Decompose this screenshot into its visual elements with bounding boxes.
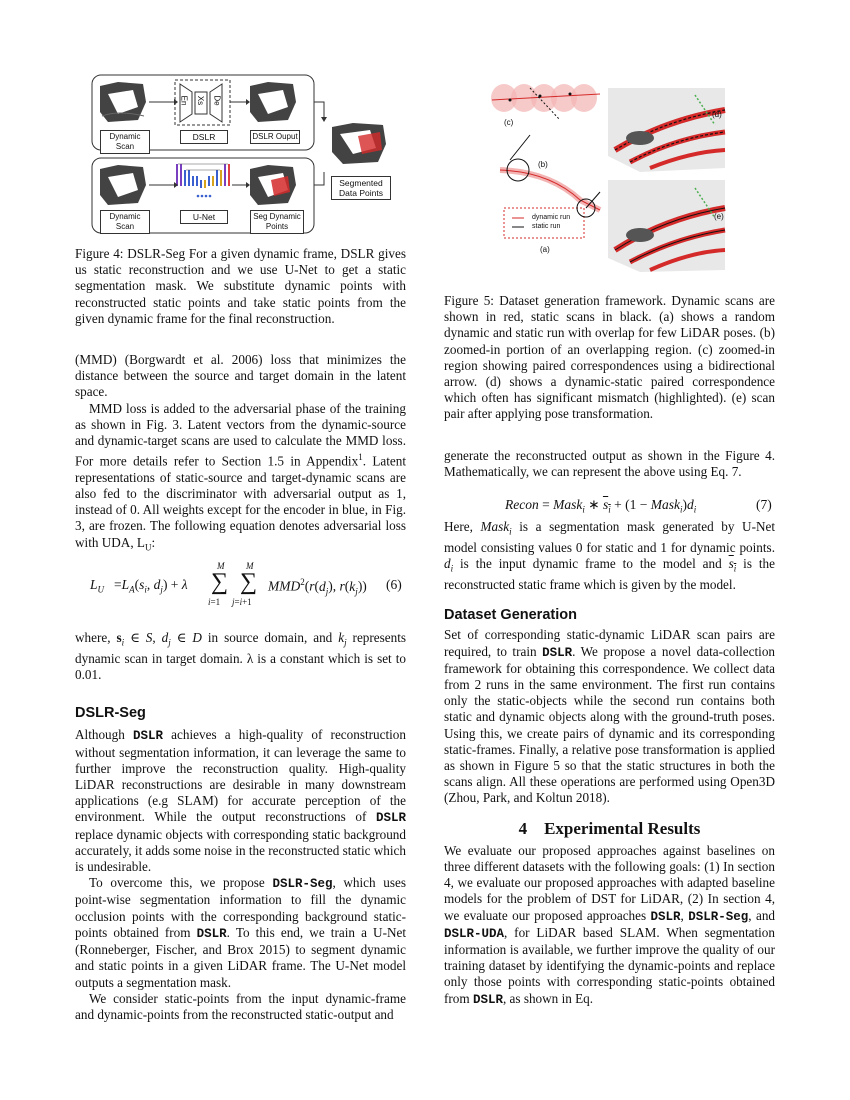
- p2-text-b: . Latent representations of static-source and target-dynamic scans are also fed to the discriminator with adversarial output as 1, instead of 0. All weights except for the encoder in blue, in Fig. 3, are frozen. The following equation denotes adversarial loss with UDA, L: [75, 453, 406, 550]
- equation-6-number: (6): [386, 577, 402, 592]
- label-dynamic-scan-bottom: Dynamic Scan: [100, 210, 150, 234]
- p2-text-c: :: [151, 534, 156, 550]
- label-latent: Xs: [196, 95, 206, 106]
- label-static-run: static run: [532, 223, 561, 230]
- paragraph-generate: generate the reconstructed output as shown in the Figure 4. Mathematically, we can represent the above using Eq. 7.: [444, 448, 775, 480]
- label-dynamic-run: dynamic run: [532, 214, 571, 221]
- p4-keyword-2: DSLR: [375, 811, 406, 826]
- label-seg-dynamic-points: Seg Dynamic Points: [250, 210, 304, 234]
- label-b: (b): [538, 160, 548, 169]
- equation-6: $L_U$ $=L_A(s_i$, $d_j) + \lambda$ M ∑ i=1 M ∑ j=i+1 $MMD^2(r(d_j)$, $r(k_j)$): [90, 561, 367, 607]
- p5-keyword-2: DSLR: [196, 926, 227, 941]
- p3-b: . We propose a novel data-collection framework for obtaining this correspondence. We collect data from 2 runs in the same environment. The first run contains only the static-objects while the second run contains both static and dynamic objects along with the ground-truth poses. Using this, we create pairs of dynamic and its corresponding static-frames. Finally, a relative pose transformation is applied as shown in Figure 5 so that the static structures in both the scans align. All these operations are performed using Open3D (Zhou, Park, and Koltun 2018).: [444, 643, 776, 806]
- equation-7: Recon = Mask$_i$ ∗ $s_i + (1$ − $Mask_i)d_i$: [505, 497, 697, 515]
- dslr-output-image: [250, 82, 296, 122]
- p5-c: . To this end, we train a U-Net (Ronneberger, Fischer, and Brox 2015) to segment dynamic and static points in a given LiDAR frame. The U-Net model outputs a segmentation mask.: [75, 924, 406, 990]
- p5-keyword: DSLR-Seg: [272, 877, 333, 892]
- label-decoder: De: [212, 95, 222, 106]
- p5-a: To overcome this, we propose: [89, 875, 273, 891]
- seg-dynamic-image: [250, 165, 296, 205]
- p4-c: replace dynamic objects with corresponding static background accurately, it adds some noise in the reconstructed static which is undesirable.: [75, 826, 406, 875]
- scan-d-image: [608, 88, 725, 172]
- heading-experimental-results: 4 Experimental Results: [518, 818, 701, 838]
- p4-keyword-1: DSLR: [650, 909, 681, 924]
- paragraph-dataset: [444, 627, 775, 806]
- p3-keyword: DSLR: [542, 645, 573, 660]
- p5-b: , which uses point-wise segmentation information to fill the dynamic occlusion points with the corresponding background static-points obtained from: [75, 875, 406, 940]
- heading-dataset-generation: Dataset Generation: [444, 607, 577, 624]
- right-column-lower: [444, 519, 775, 1008]
- paragraph-mmd: (MMD) (Borgwardt et al. 2006) loss that minimizes the distance between the source and target domain in the latent space.: [75, 352, 406, 400]
- scan-e-image: [608, 180, 725, 272]
- label-unet: U-Net: [180, 210, 228, 224]
- p4-a: We evaluate our proposed approaches against baselines on three different datasets with the following goals: (1) In section 4, we evaluate our proposed approaches with adapted baseline models for the problem of DST for LiDAR, (2) In section 4, we evaluate our proposed approaches: [444, 842, 775, 923]
- figure-4: [88, 72, 418, 240]
- p4-keyword-4: DSLR: [472, 992, 503, 1007]
- paragraph-mmd-loss: [75, 401, 406, 556]
- label-encoder: En: [179, 95, 189, 106]
- p4-keyword-3: DSLR-UDA: [444, 926, 505, 941]
- paragraph-dslr-seg: [75, 727, 406, 875]
- p4-e: , as shown in Eq.: [502, 990, 594, 1006]
- p2-a: Here,: [444, 519, 481, 534]
- p2-text-a: MMD loss is added to the adversarial phase of the training as shown in Fig. 3. Latent vectors from the dynamic-source and dynamic-target scans are used to calculate the MMD loss. For more details refer to Section 1.5 in Appendix: [75, 400, 406, 469]
- p4-b: achieves a high-quality of reconstruction without segmentation information, it can leverage the same to further improve the reconstruction quality. High-quality LiDAR reconstructions are desirable in many downstream applications (e.g SLAM) for accurate perception of the environment. While the output reconstructions of: [75, 727, 406, 825]
- p4-keyword: DSLR: [133, 729, 164, 744]
- left-column: [75, 352, 406, 555]
- paragraph-evaluate: [444, 843, 775, 1008]
- p4-d: , for LiDAR based SLAM. When segmentation information is available, we further improve the quality of our training dataset by identifying the dynamic-points and replace only those points with corresponding static-points obtained from: [444, 924, 775, 1006]
- label-dslr: DSLR: [180, 130, 228, 144]
- label-d: (d): [712, 110, 722, 119]
- figure-5-caption: Figure 5: Dataset generation framework. Dynamic scans are shown in red, static scans in black. (a) shows a random dynamic and static run with overlap for few LiDAR poses. (b) zoomed-in portion of an overlapping region. (c) zoomed-in region showing paired correspondences using a bidirectional arrow. (d) shows a dynamic-static paired correspondence which often has significant mismatch (highlighted). (e) scan pair after applying pose transformation.: [444, 293, 775, 422]
- p2-c: is the input dynamic frame to the model and: [453, 556, 729, 572]
- heading-dslr-seg: DSLR-Seg: [75, 705, 146, 722]
- p2-b: is a segmentation mask generated by U-Net model consisting values 0 for static and 1 for dynamic points.: [444, 519, 776, 555]
- unet-diagram: [176, 164, 230, 197]
- dynamic-scan-image-bottom: [100, 165, 146, 205]
- label-dynamic-scan-top: Dynamic Scan: [100, 130, 150, 154]
- right-column: [444, 448, 775, 480]
- label-a: (a): [540, 245, 550, 254]
- p4-keyword-2: DSLR-Seg: [688, 909, 749, 924]
- p2-d: is the reconstructed static frame which is given by the model.: [444, 556, 775, 592]
- paragraph-where: where, $s_i$ ∈ S, $d_j$ ∈ D in source domain, and $k_j$ represents dynamic scan in target domain. λ is a constant which is set to 0.01.: [75, 630, 407, 683]
- p4-c: , and: [748, 907, 776, 923]
- paragraph-here: Here, Mask$_i$ is a segmentation mask generated by U-Net model consisting values 0 for static and 1 for dynamic points. $d_i$ is the input dynamic frame to the model and $s_i$ is the reconstructed static frame which is given by the model.: [444, 519, 776, 592]
- label-segmented-data-points: Segmented Data Points: [331, 176, 391, 200]
- p4-a: Although: [75, 727, 133, 743]
- label-dslr-output: DSLR Ouput: [250, 130, 300, 144]
- p2-sub: U: [144, 542, 152, 553]
- p3-tail: represents dynamic scan in target domain. λ is a constant which is set to 0.01.: [75, 630, 407, 683]
- footnote-mark: 1: [358, 452, 363, 463]
- p4-b: ,: [680, 907, 689, 923]
- p3-a: Set of corresponding static-dynamic LiDAR scan pairs are required, to train: [444, 627, 775, 659]
- paragraph-consider: We consider static-points from the input dynamic-frame and dynamic-points from the reconstructed static-output and: [75, 990, 406, 1022]
- equation-7-number: (7): [756, 497, 772, 512]
- figure-4-caption: Figure 4: DSLR-Seg For a given dynamic frame, DSLR gives us static reconstruction and we use U-Net to get a static segmentation mask. We substitute dynamic points with reconstructed static points and take static points from the given dynamic frame for the final reconstruction.: [75, 246, 406, 326]
- label-c: (c): [504, 118, 514, 127]
- correspondence-strip: [491, 84, 600, 120]
- segmented-output-image: [332, 123, 386, 164]
- paragraph-overcome: [75, 875, 406, 990]
- dynamic-scan-image-top: [98, 80, 148, 125]
- figure-5-diagram: [490, 80, 730, 275]
- left-column-lower: [75, 630, 406, 1023]
- label-e: (e): [714, 212, 724, 221]
- figure-5: [490, 80, 730, 275]
